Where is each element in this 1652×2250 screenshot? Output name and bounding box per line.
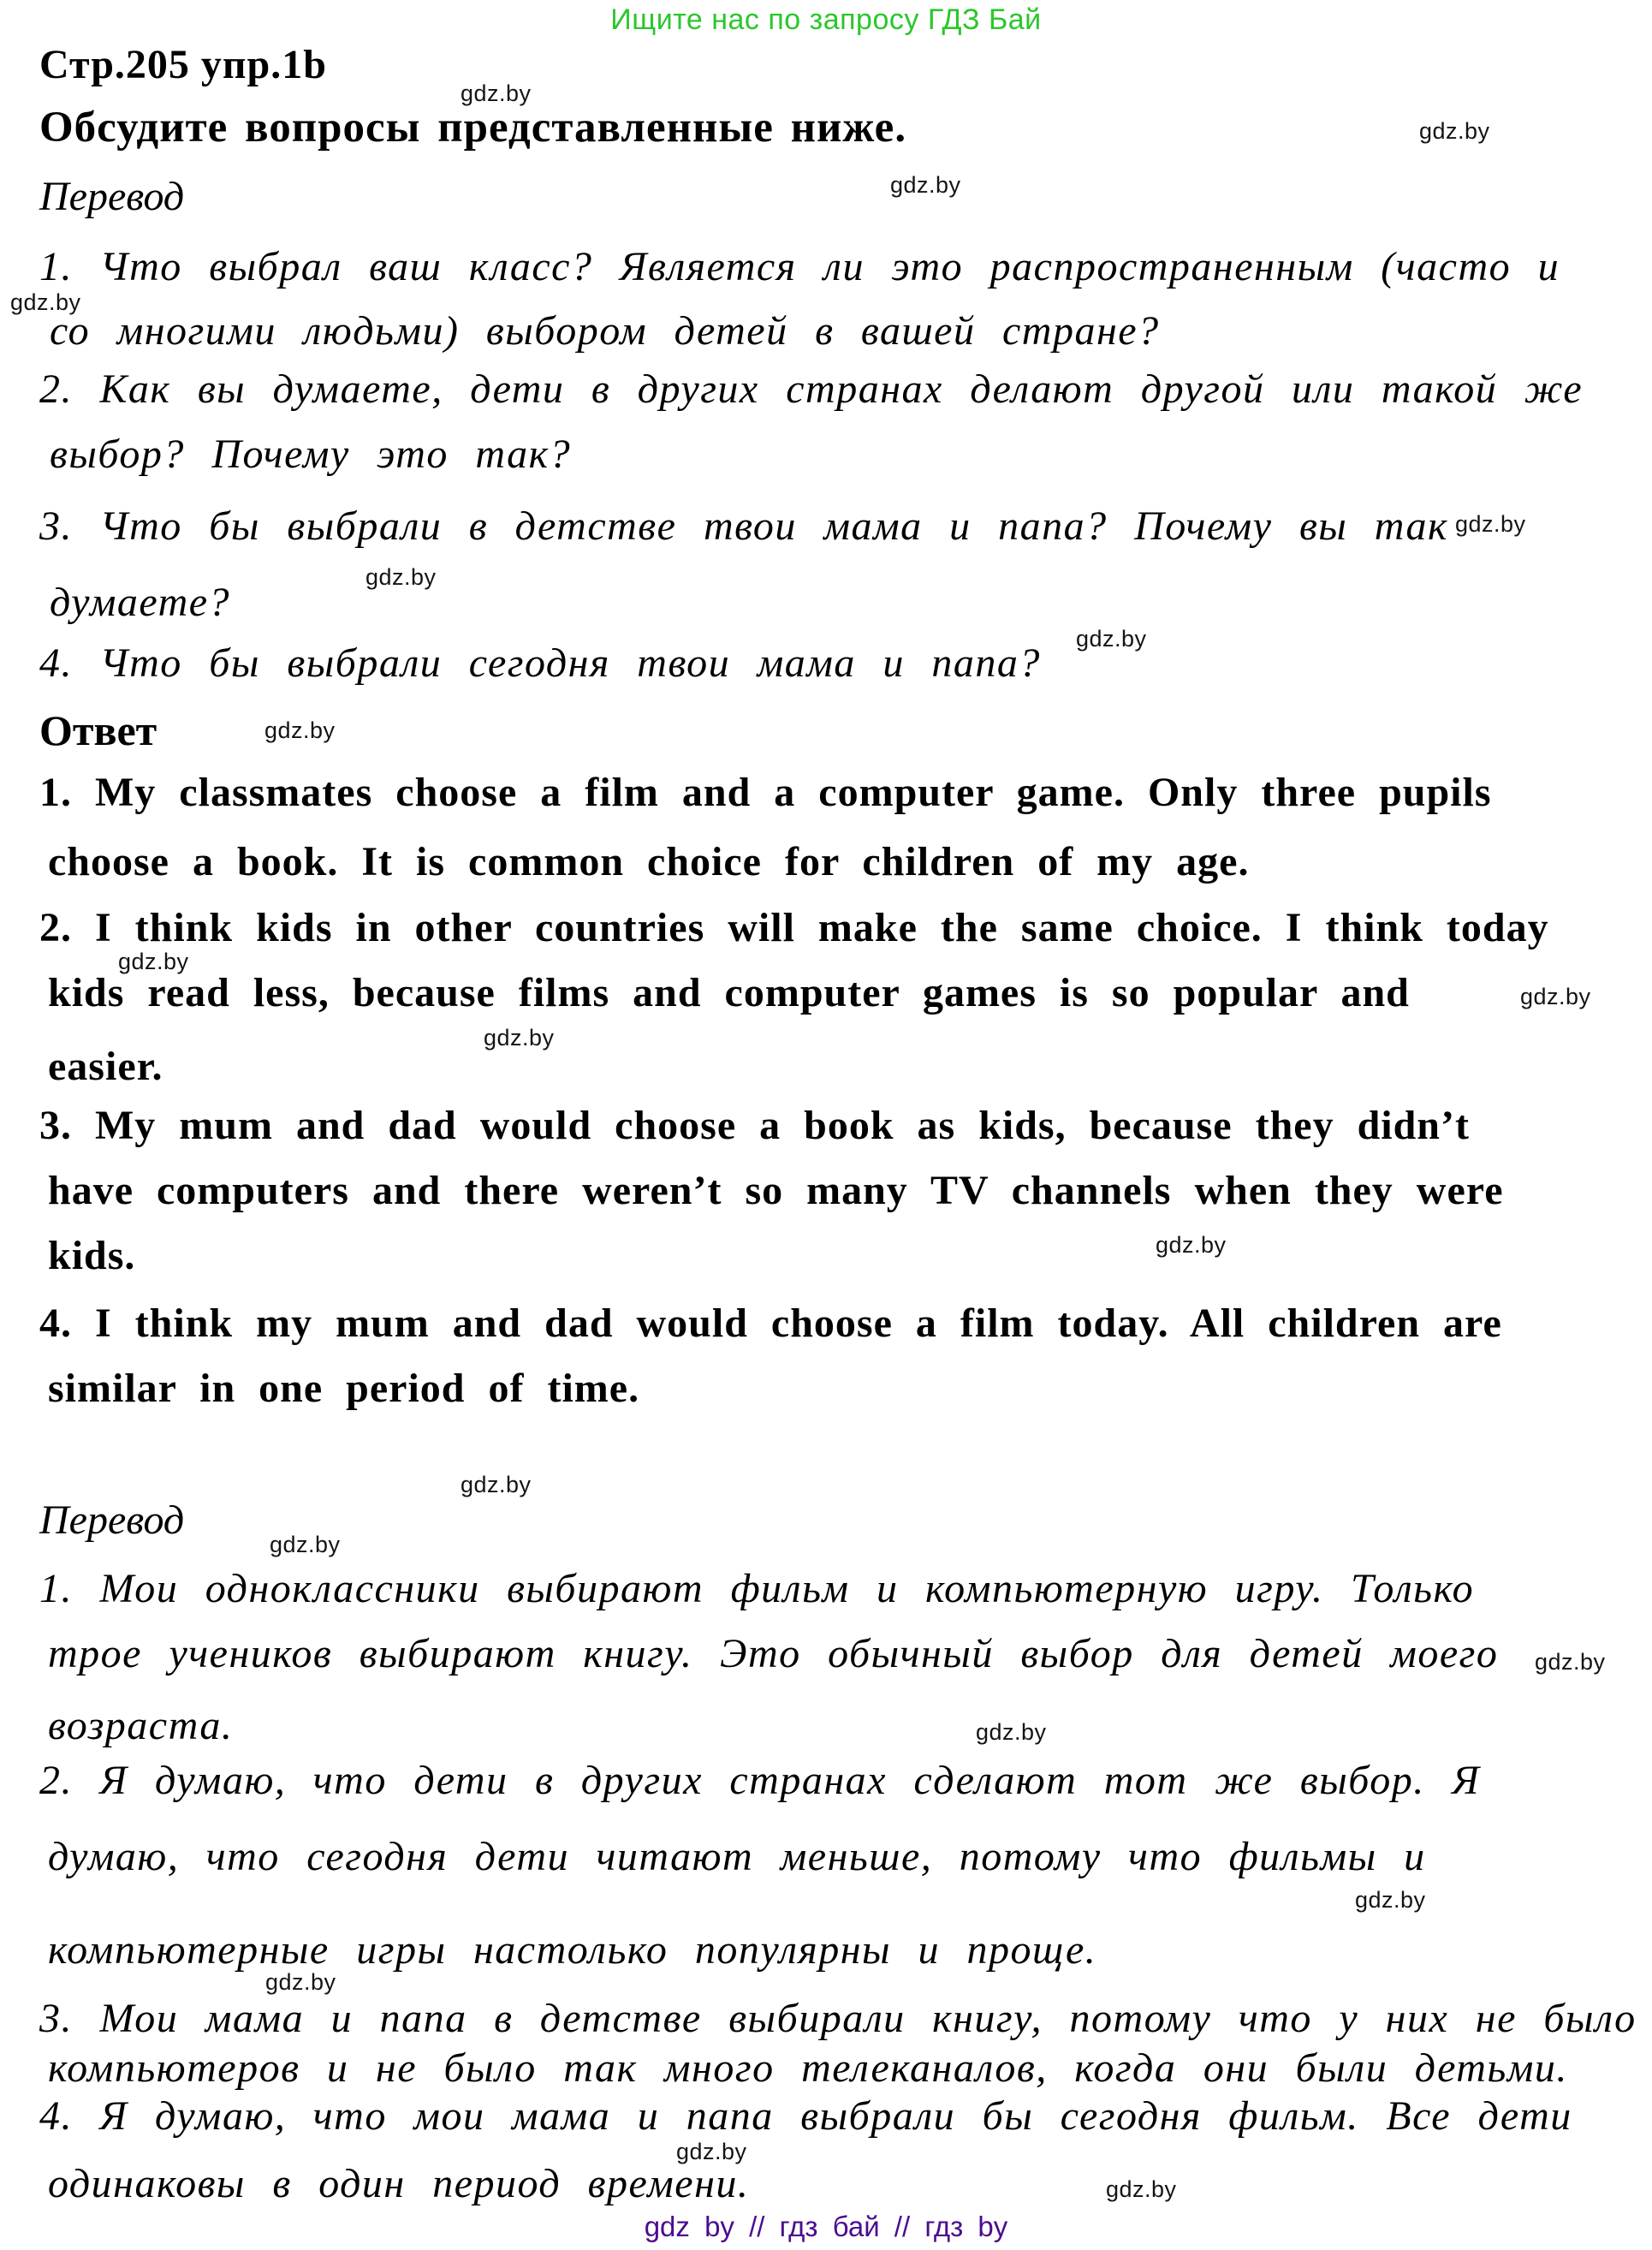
watermark-gdzby: gdz.by	[1355, 1887, 1426, 1913]
watermark-gdzby: gdz.by	[484, 1025, 555, 1051]
translation-label: Перевод	[39, 1497, 185, 1543]
question-line: 1. Что выбрал ваш класс? Является ли это распространенным (часто и	[39, 244, 1560, 289]
question-line: 2. Как вы думаете, дети в других странах делают другой или такой же	[39, 366, 1584, 412]
watermark-gdzby: gdz.by	[890, 172, 961, 198]
watermark-gdzby: gdz.by	[976, 1719, 1047, 1745]
watermark-gdzby: gdz.by	[1156, 1232, 1227, 1258]
watermark-gdzby: gdz.by	[461, 80, 532, 106]
watermark-gdzby: gdz.by	[118, 949, 189, 974]
answer-line: kids.	[48, 1233, 136, 1278]
watermark-gdzby: gdz.by	[1076, 626, 1147, 652]
translation-line: компьютеров и не было так много телеканалов, когда они были детьми.	[48, 2045, 1568, 2091]
promo-banner-text: Ищите нас по запросу ГДЗ Бай	[610, 3, 1042, 36]
answer-line: 4. I think my mum and dad would choose a film today. All children are	[39, 1301, 1502, 1346]
question-line: 4. Что бы выбрали сегодня твои мама и папа?	[39, 640, 1041, 686]
watermark-gdzby: gdz.by	[676, 2139, 747, 2164]
translation-line: думаю, что сегодня дети читают меньше, потому что фильмы и	[48, 1834, 1426, 1879]
answer-label: Ответ	[39, 706, 157, 754]
watermark-gdzby: gdz.by	[461, 1472, 532, 1497]
answer-line: 2. I think kids in other countries will make the same choice. I think today	[39, 905, 1549, 950]
translation-line: 2. Я думаю, что дети в других странах сделают тот же выбор. Я	[39, 1758, 1481, 1803]
translation-line: 3. Мои мама и папа в детстве выбирали книгу, потому что у них не было	[39, 1996, 1637, 2041]
watermark-gdzby: gdz.by	[365, 564, 437, 590]
footer-text: gdz by // гдз бай // гдз by	[644, 2211, 1008, 2242]
watermark-gdzby: gdz.by	[1455, 511, 1526, 537]
answer-line: kids read less, because films and computer games is so popular and	[48, 970, 1410, 1015]
question-line: 3. Что бы выбрали в детстве твои мама и папа? Почему вы так	[39, 503, 1448, 549]
watermark-gdzby: gdz.by	[265, 1969, 336, 1995]
watermark-gdzby: gdz.by	[1106, 2176, 1177, 2202]
watermark-gdzby: gdz.by	[1419, 118, 1490, 144]
watermark-gdzby: gdz.by	[1535, 1649, 1606, 1675]
answer-line: similar in one period of time.	[48, 1366, 640, 1411]
translation-line: трое учеников выбирают книгу. Это обычный выбор для детей моего	[48, 1631, 1499, 1676]
watermark-gdzby: gdz.by	[264, 717, 336, 743]
translation-line: 4. Я думаю, что мои мама и папа выбрали бы сегодня фильм. Все дети	[39, 2093, 1572, 2139]
answer-line: 1. My classmates choose a film and a computer game. Only three pupils	[39, 770, 1492, 815]
translation-line: компьютерные игры настолько популярны и проще.	[48, 1927, 1097, 1973]
answer-line: have computers and there weren’t so many TV channels when they were	[48, 1168, 1504, 1213]
watermark-gdzby: gdz.by	[270, 1532, 341, 1557]
answer-line: easier.	[48, 1044, 163, 1089]
task-heading: Обсудите вопросы представленные ниже.	[39, 104, 907, 152]
watermark-gdzby: gdz.by	[1520, 984, 1591, 1009]
question-line: со многими людьми) выбором детей в вашей стране?	[50, 308, 1160, 354]
translation-line: одинаковы в один период времени.	[48, 2161, 750, 2206]
watermark-gdzby: gdz.by	[10, 289, 81, 315]
answer-line: 3. My mum and dad would choose a book as kids, because they didn’t	[39, 1103, 1470, 1148]
question-line: выбор? Почему это так?	[50, 432, 572, 477]
translation-label: Перевод	[39, 174, 185, 219]
translation-line: 1. Мои одноклассники выбирают фильм и компьютерную игру. Только	[39, 1566, 1475, 1611]
answer-line: choose a book. It is common choice for children of my age.	[48, 839, 1250, 884]
page-title: Стр.205 упр.1b	[39, 42, 327, 87]
question-line: думаете?	[50, 580, 231, 625]
translation-line: возраста.	[48, 1703, 234, 1748]
